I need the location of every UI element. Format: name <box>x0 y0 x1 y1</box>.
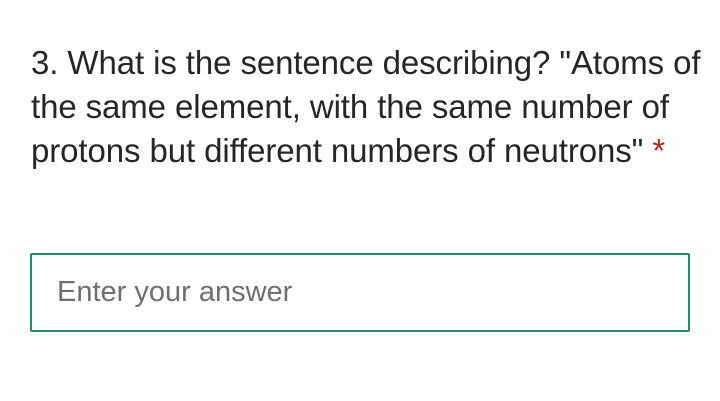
question-title <box>31 41 703 173</box>
answer-field[interactable] <box>30 253 690 332</box>
required-asterisk: * <box>652 132 666 169</box>
question-number: 3. <box>31 44 59 81</box>
answer-input[interactable] <box>32 255 688 330</box>
question-text: What is the sentence describing? "Atoms of the same element, with the same number of protons but different numbers of neutrons" <box>31 44 701 169</box>
